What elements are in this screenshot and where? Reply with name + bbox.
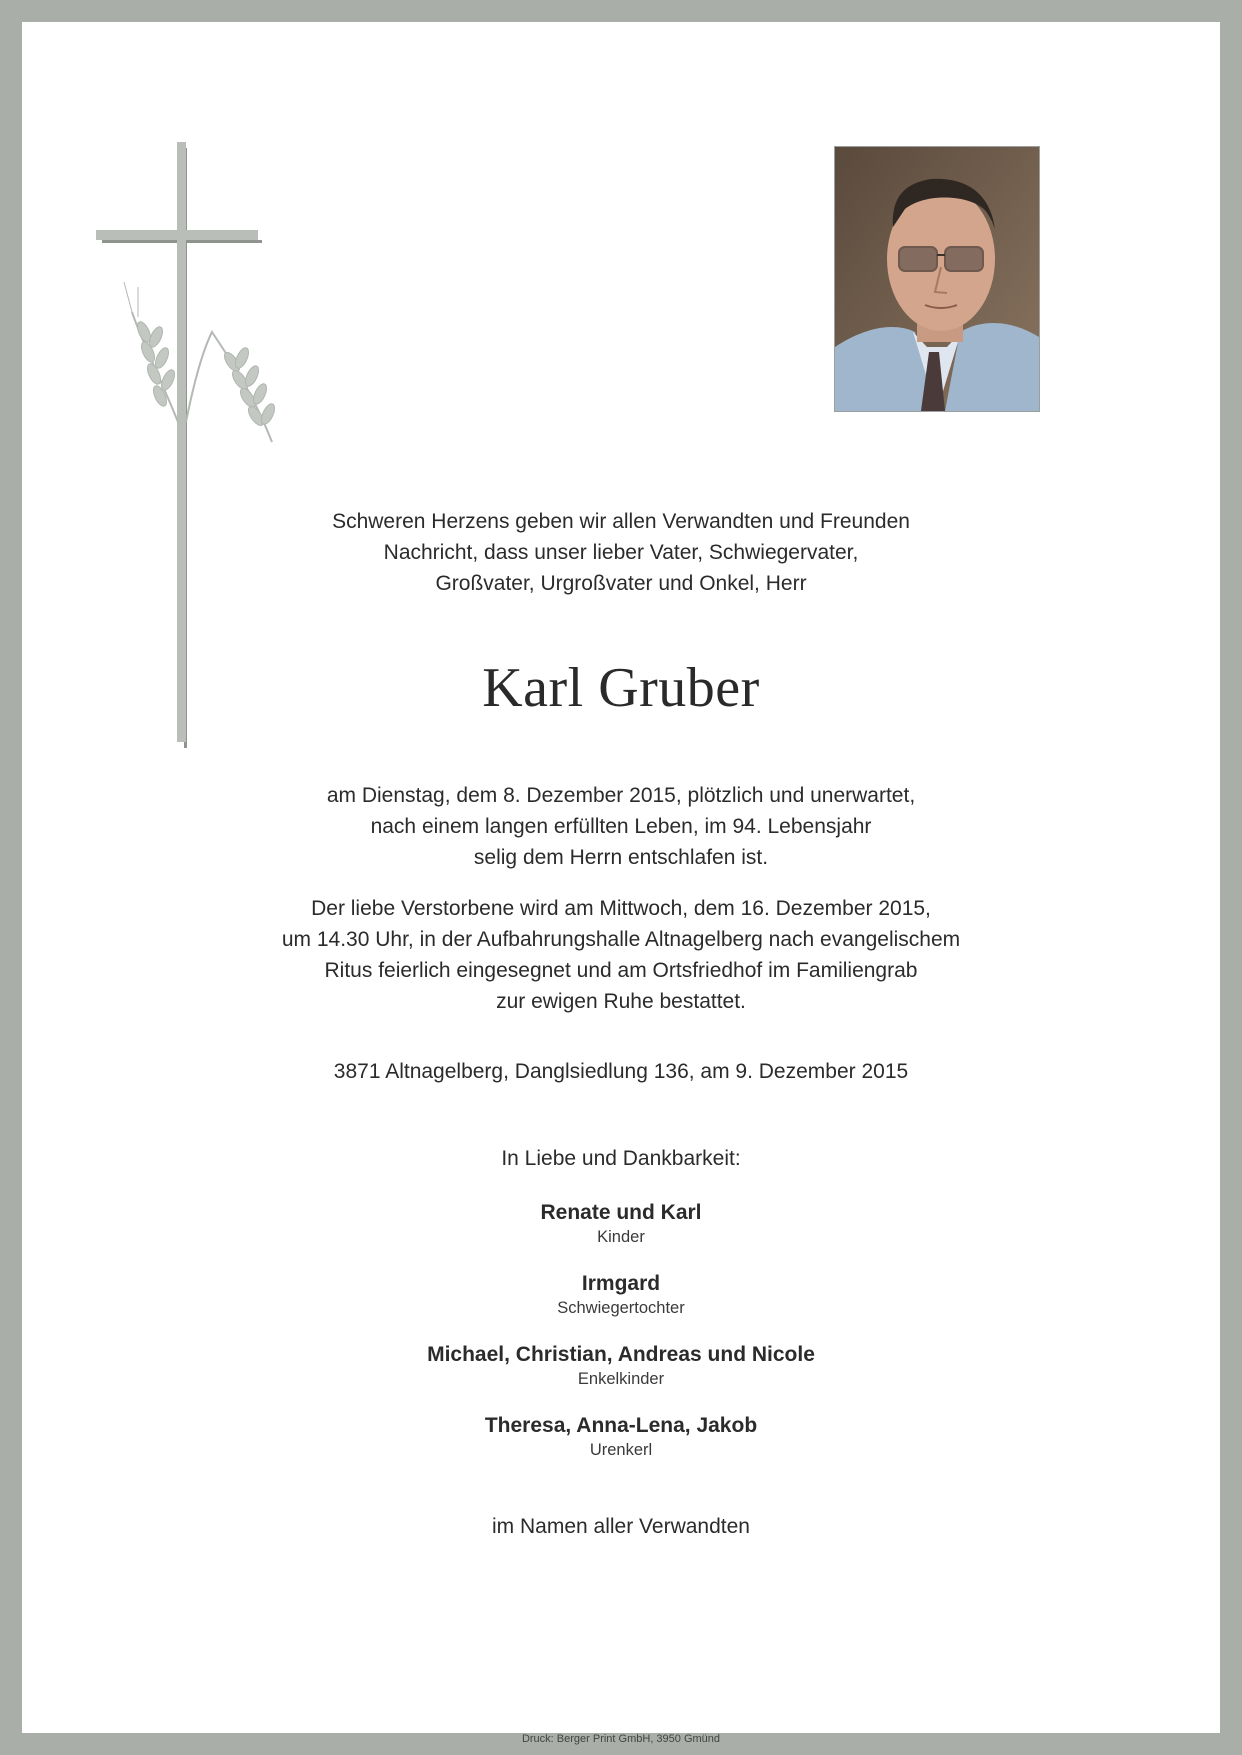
mourner-name: Michael, Christian, Andreas und Nicole <box>427 1343 815 1366</box>
deceased-name: Karl Gruber <box>482 657 760 719</box>
place-date: 3871 Altnagelberg, Danglsiedlung 136, am 9. Dezember 2015 <box>333 1060 909 1083</box>
printer-imprint: Druck: Berger Print GmbH, 3950 Gmünd <box>521 1733 721 1745</box>
mourner-relation: Kinder <box>597 1228 645 1246</box>
death-notice-line: am Dienstag, dem 8. Dezember 2015, plötzlich und unerwartet, <box>326 784 916 807</box>
funeral-notice-line: Ritus feierlich eingesegnet und am Ortsfriedhof im Familiengrab <box>324 959 918 982</box>
funeral-notice-line: zur ewigen Ruhe bestattet. <box>496 990 746 1013</box>
mourner-entry <box>22 1199 1220 1247</box>
mourner-relation: Enkelkinder <box>577 1370 665 1388</box>
mourner-relation: Urenkerl <box>589 1441 653 1459</box>
obituary-sheet <box>22 22 1220 1745</box>
intro-text <box>22 506 1220 599</box>
funeral-notice-line: Der liebe Verstorbene wird am Mittwoch, dem 16. Dezember 2015, <box>311 897 931 920</box>
mourner-entry <box>22 1341 1220 1389</box>
mourner-entry <box>22 1412 1220 1460</box>
mourners-list <box>22 1199 1220 1483</box>
funeral-notice-line: um 14.30 Uhr, in der Aufbahrungshalle Altnagelberg nach evangelischem <box>281 928 961 951</box>
intro-line: Nachricht, dass unser lieber Vater, Schwiegervater, <box>383 541 859 564</box>
intro-line: Großvater, Urgroßvater und Onkel, Herr <box>435 572 807 595</box>
mourner-relation: Schwiegertochter <box>557 1299 685 1317</box>
mourner-name: Irmgard <box>581 1272 661 1295</box>
intro-line: Schweren Herzens geben wir allen Verwandten und Freunden <box>332 510 910 533</box>
mourner-entry <box>22 1270 1220 1318</box>
mourner-name: Theresa, Anna-Lena, Jakob <box>484 1414 758 1437</box>
death-notice-line: selig dem Herrn entschlafen ist. <box>473 846 769 869</box>
portrait-photo <box>834 146 1040 412</box>
closing-line: im Namen aller Verwandten <box>492 1515 750 1538</box>
funeral-notice <box>22 893 1220 1017</box>
death-notice <box>22 780 1220 873</box>
mourner-name: Renate und Karl <box>540 1201 702 1224</box>
death-notice-line: nach einem langen erfüllten Leben, im 94. Lebensjahr <box>370 815 872 838</box>
thanks-heading: In Liebe und Dankbarkeit: <box>501 1147 741 1170</box>
